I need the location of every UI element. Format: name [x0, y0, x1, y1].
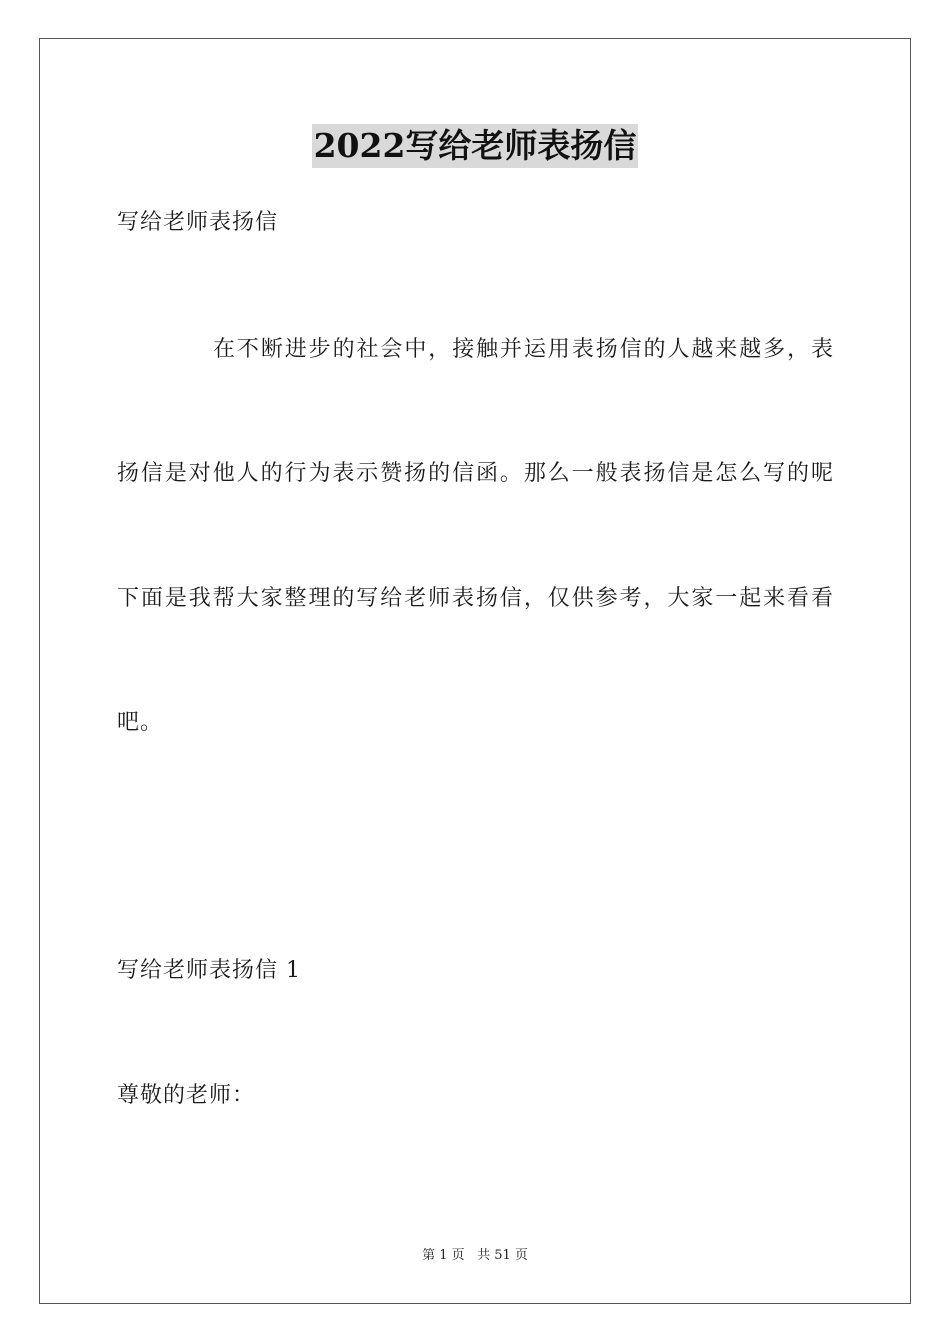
salutation: 尊敬的老师：	[117, 1083, 256, 1108]
document-subtitle: 写给老师表扬信	[117, 210, 279, 235]
intro-line-4: 吧。	[117, 710, 164, 735]
document-title: 2022写给老师表扬信	[312, 124, 639, 168]
page-number: 第 1 页	[422, 1248, 465, 1263]
intro-line-2: 扬信是对他人的行为表示赞扬的信函。那么一般表扬信是怎么写的呢	[117, 461, 833, 486]
page-footer	[0, 1246, 950, 1266]
title-container	[0, 124, 950, 168]
intro-line-1: 在不断进步的社会中，接触并运用表扬信的人越来越多，表	[213, 337, 833, 362]
intro-line-3: 下面是我帮大家整理的写给老师表扬信，仅供参考，大家一起来看看	[117, 586, 833, 611]
section-heading: 写给老师表扬信 1	[117, 958, 301, 983]
page-total: 共 51 页	[477, 1248, 528, 1263]
